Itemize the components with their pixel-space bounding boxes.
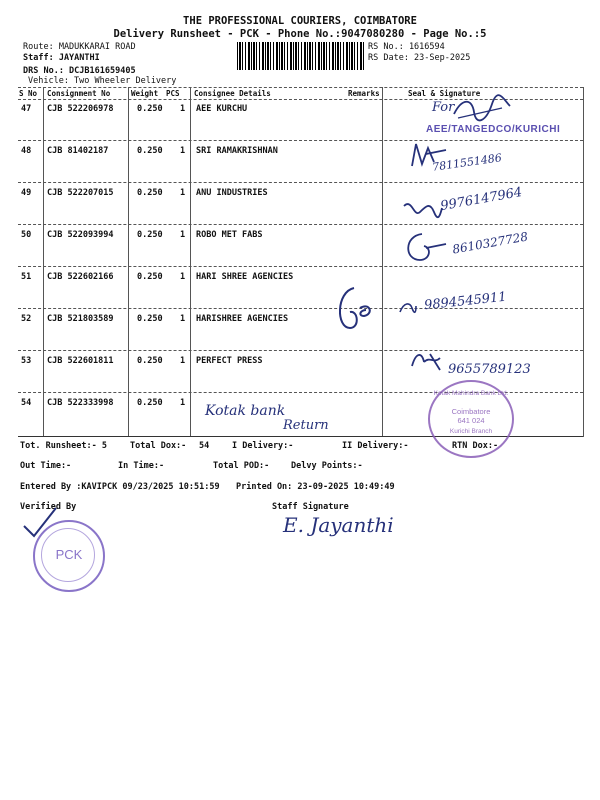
row-rule xyxy=(18,140,583,141)
row-pcs: 1 xyxy=(180,230,186,240)
runsheet-subtitle: Delivery Runsheet - PCK - Phone No.:9047080280 - Page No.:5 xyxy=(113,28,487,40)
row-consignment: CJB 522602166 xyxy=(47,272,114,282)
total-dox-label: Total Dox:- xyxy=(130,441,187,451)
row47-office-stamp: AEE/TANGEDCO/KURICHI xyxy=(426,124,561,135)
row-weight: 0.250 xyxy=(137,272,163,282)
bank-stamp-line4: Kurichi Branch xyxy=(449,428,493,435)
row-sno: 48 xyxy=(21,146,32,156)
row53-signature-scribble xyxy=(410,350,450,372)
in-time: In Time:- xyxy=(118,461,165,471)
row54-note-line1: Kotak bank xyxy=(205,403,286,419)
row-weight: 0.250 xyxy=(137,146,163,156)
row-weight: 0.250 xyxy=(137,356,163,366)
verified-by-label: Verified By xyxy=(20,502,77,512)
col-consignee: Consignee Details xyxy=(194,89,271,98)
row-consignment: CJB 522093994 xyxy=(47,230,114,240)
table-top-rule xyxy=(18,87,583,88)
row-weight: 0.250 xyxy=(137,188,163,198)
row-sno: 54 xyxy=(21,398,32,408)
pck-stamp-text: PCK xyxy=(55,547,83,562)
row-sno: 47 xyxy=(21,104,32,114)
row-consignment: CJB 522206978 xyxy=(47,104,114,114)
row-rule xyxy=(18,182,583,183)
row-consignment: CJB 522333998 xyxy=(47,398,114,408)
row-weight: 0.250 xyxy=(137,314,163,324)
ii-delivery: II Delivery:- xyxy=(342,441,409,451)
row-sno: 50 xyxy=(21,230,32,240)
tot-runsheet: Tot. Runsheet:- 5 xyxy=(20,441,107,451)
row-sno: 53 xyxy=(21,356,32,366)
row47-signature-scribble xyxy=(452,96,512,126)
staff-signature-label: Staff Signature xyxy=(272,502,349,512)
row-consignee: SRI RAMAKRISHNAN xyxy=(196,146,278,156)
row-consignee: ROBO MET FABS xyxy=(196,230,263,240)
row50-phone: 8610327728 xyxy=(451,229,529,257)
row52-initial-scribble xyxy=(398,300,418,316)
col-sno: S No xyxy=(19,89,38,98)
row47-for-text: For xyxy=(432,100,455,115)
row49-signature-scribble xyxy=(400,196,444,222)
row-pcs: 1 xyxy=(180,272,186,282)
row-pcs: 1 xyxy=(180,146,186,156)
total-dox-value: 54 xyxy=(199,441,210,451)
bank-stamp-line2: Coimbatore xyxy=(451,407,491,416)
barcode xyxy=(237,42,365,70)
col-weight: Weight xyxy=(131,89,159,98)
row54-note-line2: Return xyxy=(283,418,329,433)
row-weight: 0.250 xyxy=(137,104,163,114)
row-consignee: AEE KURCHU xyxy=(196,104,248,114)
row-rule xyxy=(18,308,583,309)
row49-phone: 9976147964 xyxy=(439,184,524,215)
col-seal-signature: Seal & Signature xyxy=(408,89,481,98)
rs-number: RS No.: 1616594 xyxy=(368,42,445,52)
row-sno: 49 xyxy=(21,188,32,198)
row-consignment: CJB 522601811 xyxy=(47,356,114,366)
drs-number: DRS No.: DCJB161659405 xyxy=(23,66,136,76)
row-rule xyxy=(18,266,583,267)
row53-phone: 9655789123 xyxy=(448,362,531,377)
row-pcs: 1 xyxy=(180,314,186,324)
row-consignee: PERFECT PRESS xyxy=(196,356,263,366)
row50-signature-scribble xyxy=(402,230,448,264)
row-pcs: 1 xyxy=(180,398,186,408)
pck-stamp xyxy=(33,520,105,592)
col-consignment: Consignment No xyxy=(47,89,111,98)
rs-date: RS Date: 23-Sep-2025 xyxy=(368,53,471,63)
col-rule xyxy=(583,87,584,437)
row-rule xyxy=(18,224,583,225)
row-pcs: 1 xyxy=(180,356,186,366)
col-remarks: Remarks xyxy=(348,89,380,98)
row-sno: 52 xyxy=(21,314,32,324)
row-weight: 0.250 xyxy=(137,230,163,240)
bank-stamp-line3: 641 024 xyxy=(457,416,485,425)
staff: Staff: JAYANTHI xyxy=(23,53,100,63)
i-delivery: I Delivery:- xyxy=(232,441,294,451)
delvy-points: Delvy Points:- xyxy=(291,461,363,471)
row-weight: 0.250 xyxy=(137,398,163,408)
row-pcs: 1 xyxy=(180,104,186,114)
row52-signature-scribble xyxy=(330,284,376,334)
total-pod: Total POD:- xyxy=(213,461,270,471)
row-consignee: HARI SHREE AGENCIES xyxy=(196,272,294,282)
col-pcs: PCS xyxy=(166,89,180,98)
row-sno: 51 xyxy=(21,272,32,282)
rtn-dox: RTN Dox:- xyxy=(452,441,499,451)
route: Route: MADUKKARAI ROAD xyxy=(23,42,136,52)
row-pcs: 1 xyxy=(180,188,186,198)
out-time: Out Time:- xyxy=(20,461,72,471)
row48-phone: 7811551486 xyxy=(431,151,503,174)
bank-stamp-line1: Kotak Mahindra Bank Ltd. xyxy=(433,390,509,397)
row-consignment: CJB 521803589 xyxy=(47,314,114,324)
entered-by: Entered By :KAVIPCK 09/23/2025 10:51:59 xyxy=(20,482,220,492)
staff-signature: E. Jayanthi xyxy=(283,513,394,537)
row-consignee: ANU INDUSTRIES xyxy=(196,188,268,198)
printed-on: Printed On: 23-09-2025 10:49:49 xyxy=(236,482,395,492)
row52-phone: 9894545911 xyxy=(423,289,508,314)
row-consignment: CJB 522207015 xyxy=(47,188,114,198)
row-rule xyxy=(18,350,583,351)
row-consignment: CJB 81402187 xyxy=(47,146,109,156)
row-consignee: HARISHREE AGENCIES xyxy=(196,314,289,324)
company-title: THE PROFESSIONAL COURIERS, COIMBATORE xyxy=(183,15,417,27)
vehicle: Vehicle: Two Wheeler Delivery xyxy=(28,76,177,86)
